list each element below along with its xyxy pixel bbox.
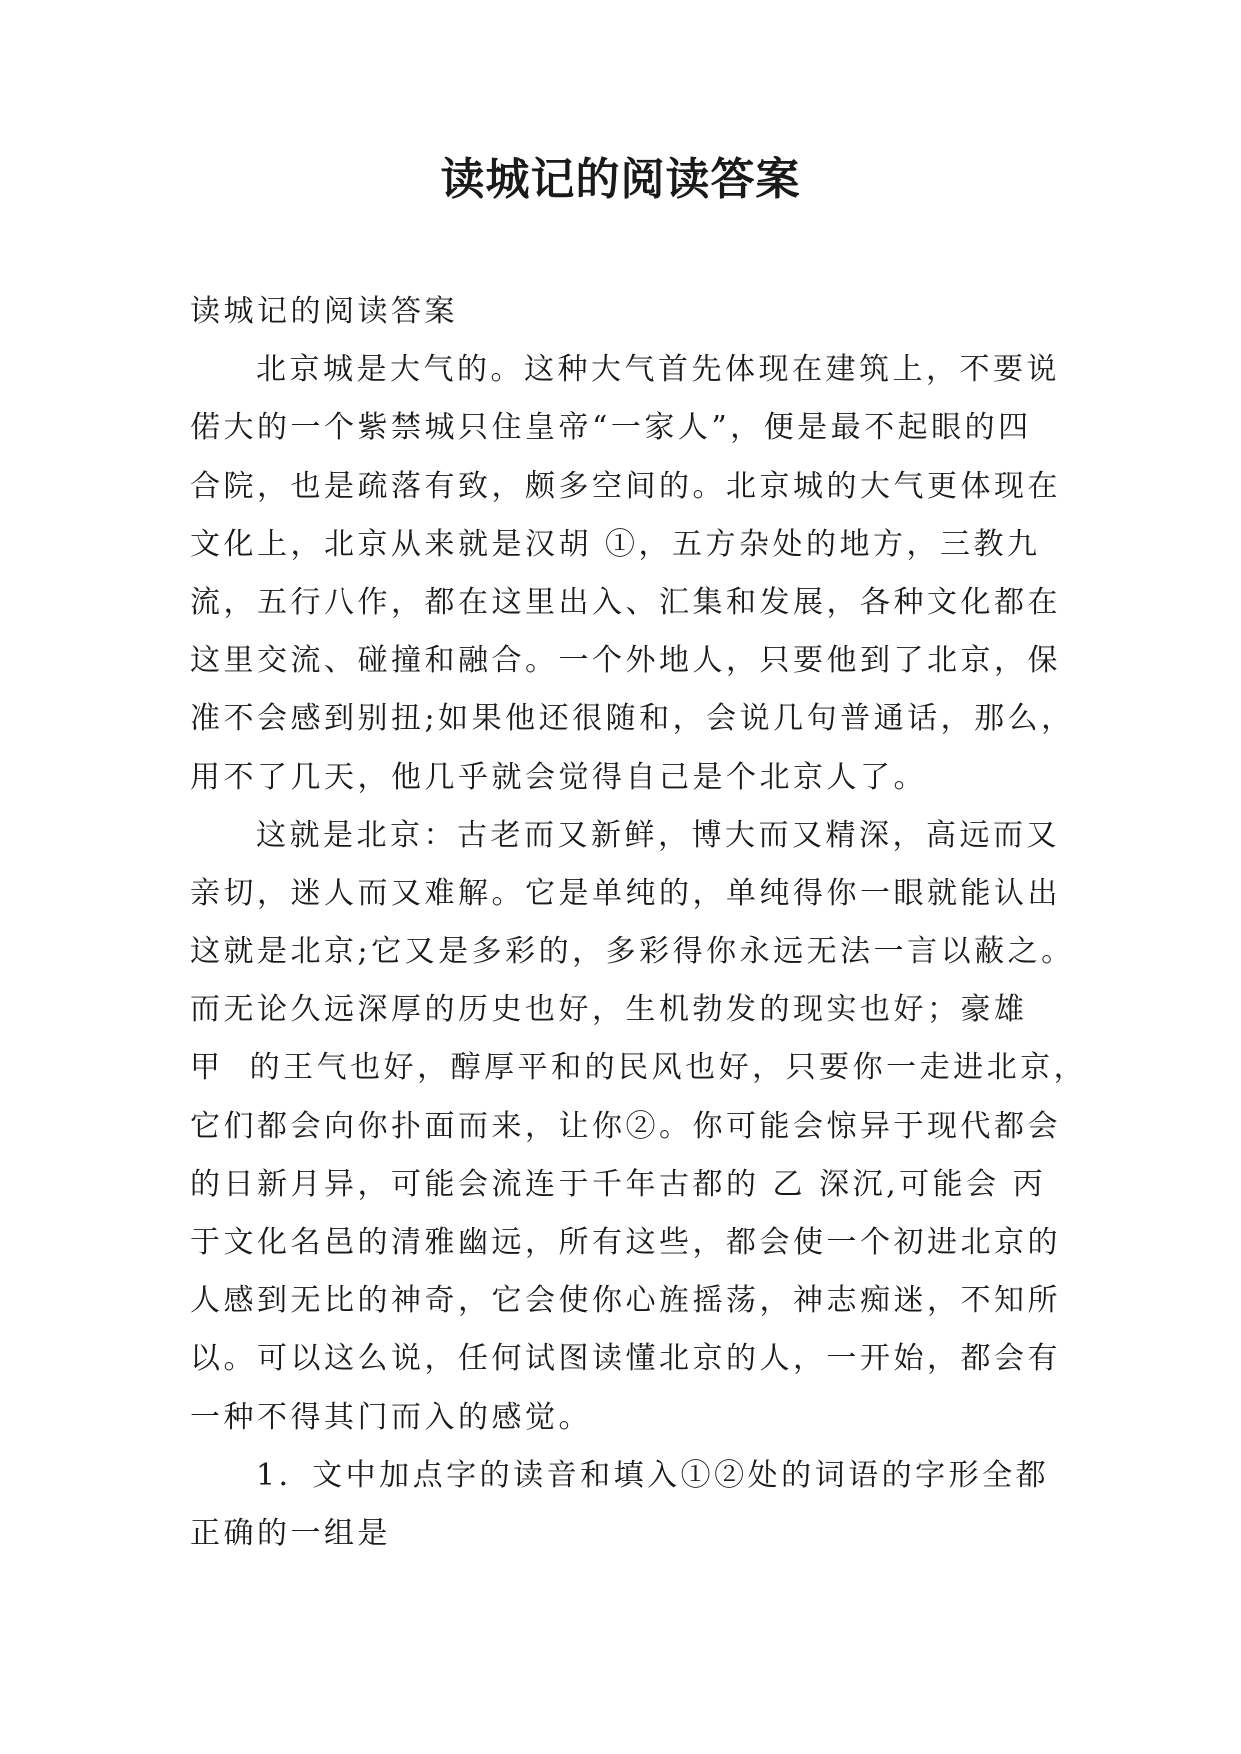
document-title: 读城记的阅读答案 — [440, 154, 801, 205]
paragraph-line: 而无论久远深厚的历史也好，生机勃发的现实也好；豪雄 — [190, 992, 1028, 1028]
paragraph-line: 人感到无比的神奇，它会使你心旌摇荡，神志痴迷，不知所 — [190, 1283, 1061, 1319]
paragraph-line: 文化上，北京从来就是汉胡 ①，五方杂处的地方，三教九 — [190, 526, 1041, 562]
paragraph-line: 这里交流、碰撞和融合。一个外地人，只要他到了北京，保 — [190, 643, 1061, 679]
document-subtitle: 读城记的阅读答案 — [190, 294, 458, 329]
document-body — [190, 283, 1088, 1563]
paragraph-line: 甲 的王气也好，醇厚平和的民风也好，只要你一走进北京， — [190, 1050, 1088, 1086]
question-line: 正确的一组是 — [190, 1515, 391, 1551]
paragraph-line: 亲切，迷人而又难解。它是单纯的，单纯得你一眼就能认出 — [190, 875, 1061, 911]
paragraph-line: 它们都会向你扑面而来，让你②。你可能会惊异于现代都会 — [190, 1108, 1061, 1144]
paragraph-line: 以。可以这么说，任何试图读懂北京的人，一开始，都会有 — [190, 1341, 1061, 1377]
paragraph-line: 偌大的一个紫禁城只住皇帝“一家人”，便是最不起眼的四 — [190, 410, 1032, 446]
paragraph-line: 一种不得其门而入的感觉。 — [190, 1399, 592, 1435]
paragraph-line: 这就是北京：古老而又新鲜，博大而又精深，高远而又 — [256, 817, 1060, 853]
question-line: 1．文中加点字的读音和填入①②处的词语的字形全都 — [256, 1457, 1050, 1493]
paragraph-line: 的日新月异，可能会流连于千年古都的 乙 深沉,可能会 丙 — [190, 1166, 1047, 1202]
paragraph-line: 于文化名邑的清雅幽远，所有这些，都会使一个初进北京的 — [190, 1225, 1061, 1260]
paragraph-line: 流，五行八作，都在这里出入、汇集和发展，各种文化都在 — [190, 584, 1061, 620]
paragraph-line: 这就是北京;它又是多彩的，多彩得你永远无法一言以蔽之。 — [190, 934, 1075, 970]
paragraph-line: 准不会感到别扭;如果他还很随和，会说几句普通话，那么， — [190, 701, 1075, 737]
paragraph-line: 北京城是大气的。这种大气首先体现在建筑上，不要说 — [256, 352, 1060, 388]
paragraph-line: 合院，也是疏落有致，颇多空间的。北京城的大气更体现在 — [190, 468, 1061, 504]
paragraph-line: 用不了几天，他几乎就会觉得自己是个北京人了。 — [190, 759, 927, 795]
